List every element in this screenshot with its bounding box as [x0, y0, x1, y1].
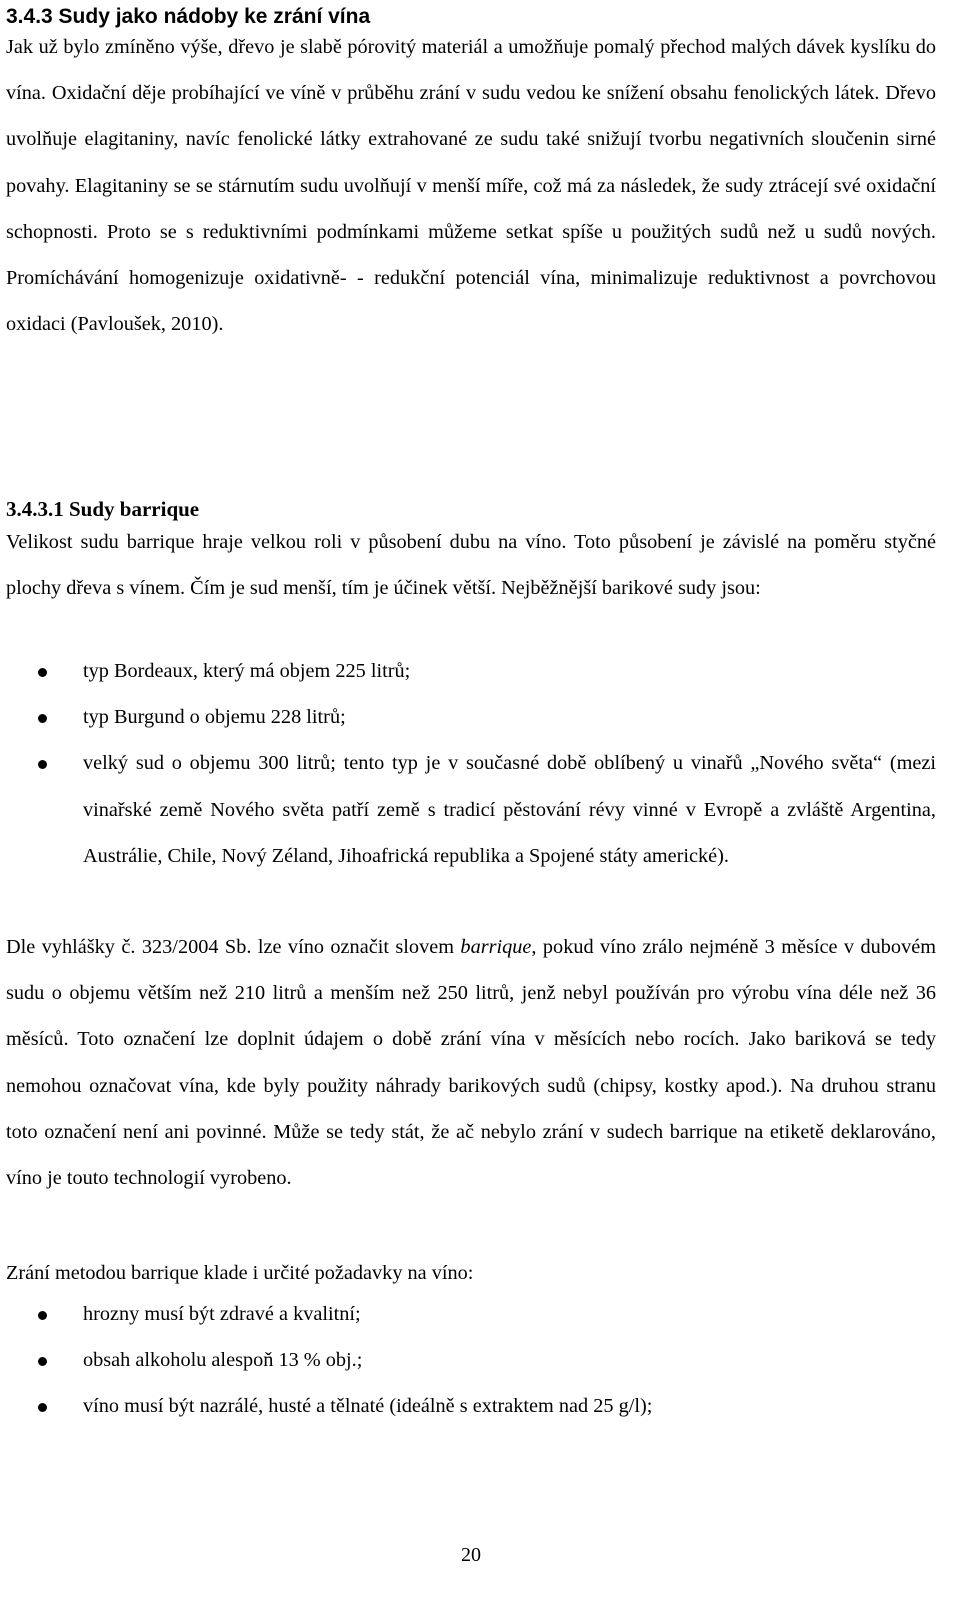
list-item-text: víno musí být nazrálé, husté a tělnaté (ideálně s extraktem nad 25 g/l); — [83, 1395, 653, 1418]
page-number: 20 — [461, 1544, 481, 1566]
list-item-text: typ Bordeaux, který má objem 225 litrů; — [83, 660, 411, 682]
bullet-icon — [38, 1357, 47, 1366]
bullet-icon — [38, 1403, 47, 1412]
list-item-text: typ Burgund o objemu 228 litrů; — [83, 706, 346, 729]
bullet-icon — [38, 1311, 47, 1320]
barrel-types-list — [6, 648, 936, 879]
barrique-term: barrique — [460, 936, 532, 958]
bullet-icon — [38, 668, 47, 677]
section-paragraph: Jak už bylo zmíněno výše, dřevo je slabě pórovitý materiál a umožňuje pomalý přechod malých dávek kyslíku do vína. Oxidační děje probíhající ve víně v průběhu zrání v sudu vedou ke snížení obsahu fenolických látek. Dřevo uvolňuje elagitaniny, navíc fenolické látky extrahované ze sudu také snižují tvorbu negativních sloučenin sirné povahy. Elagitaniny se se stárnutím sudu uvolňují v menší míře, což má za následek, že sudy ztrácejí své oxidační schopnosti. Proto se s reduktivními podmínkami můžeme setkat spíše u použitých sudů než u sudů nových. Promíchávání homogenizuje oxidativně- - redukční potenciál vína, minimalizuje reduktivnost a povrchovou oxidaci (Pavloušek, 2010). — [6, 36, 936, 336]
list-item — [6, 694, 936, 740]
list-item-text: obsah alkoholu alespoň 13 % obj.; — [83, 1349, 363, 1372]
list-item — [6, 1383, 936, 1429]
list-item — [6, 648, 936, 694]
subsection-intro-paragraph: Velikost sudu barrique hraje velkou roli v působení dubu na víno. Toto působení je závislé na poměru styčné plochy dřeva s vínem. Čím je sud menší, tím je účinek větší. Nejběžnější barikové sudy jsou: — [6, 531, 936, 600]
list-item — [6, 1291, 936, 1337]
bullet-icon — [38, 714, 47, 723]
list-item-text: hrozny musí být zdravé a kvalitní; — [83, 1303, 361, 1325]
regulation-text-start: Dle vyhlášky č. 323/2004 Sb. lze víno označit slovem — [6, 936, 461, 958]
list-item — [6, 1337, 936, 1383]
bullet-icon — [38, 760, 47, 769]
list-item-text: velký sud o objemu 300 litrů; tento typ je v současné době oblíbený u vinařů „Nového světa“ (mezi vinařské země Nového světa patří země s tradicí pěstování révy vinné v Evropě a zvláště Argentina, Austrálie, Chile, Nový Zéland, Jihoafrická republika a Spojené státy americké). — [83, 752, 936, 867]
requirements-list — [6, 1291, 936, 1430]
regulation-text-end: , pokud víno zrálo nejméně 3 měsíce v dubovém sudu o objemu větším než 210 litrů a menším než 250 litrů, jenž nebyl používán pro výrobu vína déle než 36 měsíců. Toto označení lze doplnit údajem o době zrání vína v měsících nebo rocích. Jako bariková se tedy nemohou označovat vína, kde byly použity náhrady barikových sudů (chipsy, kostky apod.). Na druhou stranu toto označení není ani povinné. Může se tedy stát, že ač nebylo zrání v sudech barrique na etiketě deklarováno, víno je touto technologií vyrobeno. — [6, 936, 936, 1190]
regulation-paragraph — [6, 924, 936, 1201]
list-item — [6, 740, 936, 879]
requirements-intro: Zrání metodou barrique klade i určité požadavky na víno: — [6, 1262, 474, 1284]
section-heading: 3.4.3 Sudy jako nádoby ke zrání vína — [6, 5, 371, 28]
subsection-heading: 3.4.3.1 Sudy barrique — [6, 497, 200, 521]
